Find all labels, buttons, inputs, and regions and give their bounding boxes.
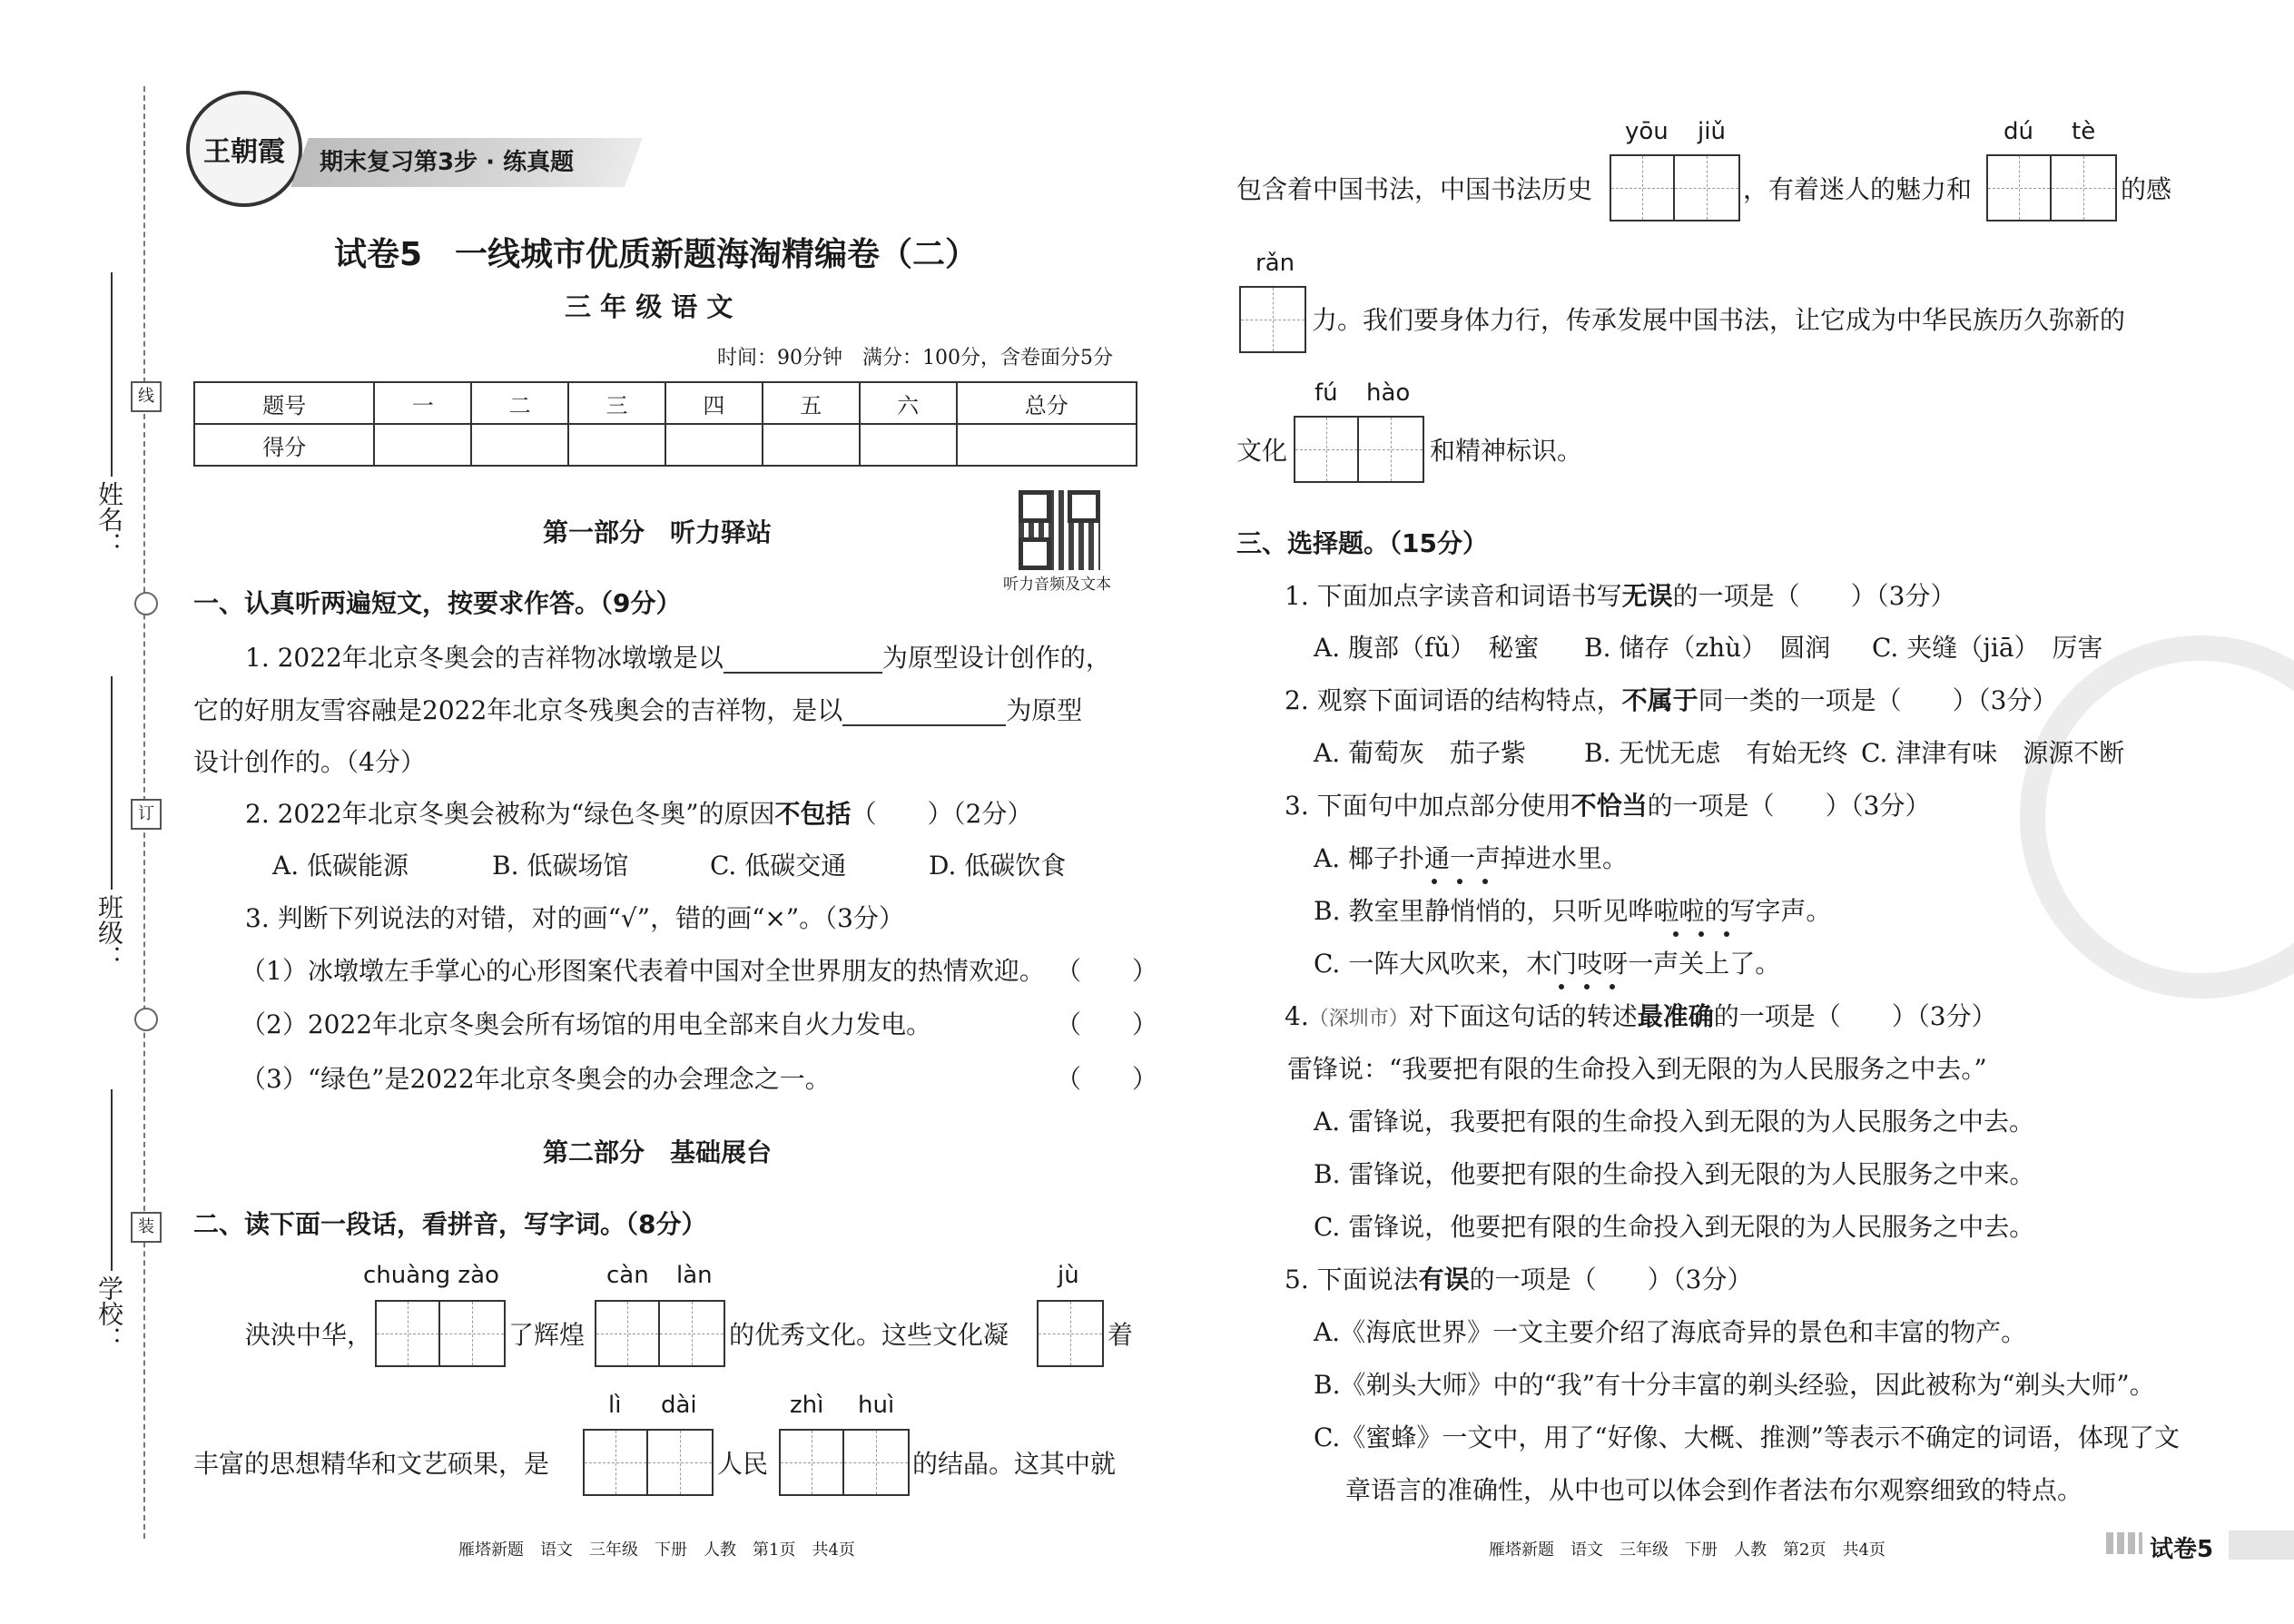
q1-2: [245, 799, 1032, 830]
q1-3-title: 3. 判断下列说法的对错，对的画“√”，错的画“×”。（3分）: [245, 903, 904, 933]
score-header: 题号: [194, 382, 374, 424]
score-cell[interactable]: [471, 424, 568, 466]
score-table: [193, 381, 1137, 467]
q3-4-text: 的一项是（ ）（3分）: [1713, 1001, 1997, 1031]
class-label: 班级：: [94, 894, 124, 970]
q3-4-emphasis: 最准确: [1637, 1001, 1714, 1031]
q3-2-option[interactable]: A. 葡萄灰 茄子紫: [1314, 738, 1527, 768]
q1-3-item: （2）2022年北京冬奥会所有场馆的用电全部来自火力发电。: [241, 1009, 932, 1039]
brand-name: 王朝霞: [203, 136, 285, 168]
q3-5: [1285, 1265, 1752, 1295]
q1-1-text: 它的好朋友雪容融是2022年北京冬残奥会的吉祥物，是以: [193, 695, 843, 725]
name-label: 姓名：: [94, 481, 124, 557]
judge-bracket[interactable]: （ ）: [1056, 1064, 1158, 1094]
pinyin: chuàng zào: [363, 1262, 499, 1289]
q3-2-option[interactable]: B. 无忧无虑 有始无终: [1584, 738, 1848, 768]
q3-2: [1285, 685, 2057, 716]
q3-4-text: 4.: [1285, 1001, 1309, 1031]
pinyin: dài: [661, 1392, 697, 1419]
emphasis-dot: [1698, 931, 1704, 937]
para-text: 力。我们要身体力行，传承发展中国书法，让它成为中华民族历久弥新的: [1312, 305, 2126, 335]
emphasis-dot: [1559, 984, 1564, 989]
score-header: 总分: [957, 382, 1137, 424]
name-field[interactable]: [111, 272, 113, 477]
q3-3-text: 3. 下面句中加点部分使用: [1285, 791, 1571, 821]
q3-4-option[interactable]: A. 雷锋说，我要把有限的生命投入到无限的为人民服务之中去。: [1314, 1107, 2035, 1137]
para-text: 人民: [717, 1449, 769, 1479]
class-field[interactable]: [111, 676, 113, 890]
score-row-label: 得分: [194, 424, 374, 466]
exam-title: 试卷5 一线城市优质新题海淘精编卷（二）: [334, 236, 979, 273]
judge-bracket[interactable]: （ ）: [1056, 956, 1158, 986]
write-grid[interactable]: [1986, 154, 2117, 221]
q3-5-option-cont: 章语言的准确性，从中也可以体会到作者法布尔观察细致的特点。: [1345, 1475, 2083, 1505]
score-cell[interactable]: [665, 424, 763, 466]
q3-2-option[interactable]: C. 津津有味 源源不断: [1861, 738, 2125, 768]
para-text: 着: [1108, 1320, 1134, 1350]
q3-1-text: 1. 下面加点字读音和词语书写: [1285, 581, 1622, 611]
q3-5-text: 的一项是（ ）（3分）: [1469, 1265, 1753, 1294]
score-header: 五: [763, 382, 860, 424]
score-header: 三: [568, 382, 665, 424]
emphasis-dot: [1482, 879, 1488, 884]
q1-2-text: 2. 2022年北京冬奥会被称为“绿色冬奥”的原因: [245, 799, 775, 829]
write-grid[interactable]: [1610, 154, 1740, 221]
para-text: 了辉煌: [508, 1320, 586, 1350]
q3-2-emphasis: 不属于: [1621, 685, 1698, 715]
pinyin: yōu: [1625, 118, 1669, 145]
seal-char: 线: [131, 381, 162, 412]
score-cell[interactable]: [860, 424, 957, 466]
punch-hole-icon: [134, 592, 158, 615]
para-text: 的结晶。这其中就: [912, 1449, 1117, 1479]
q1-1-text: 1. 2022年北京冬奥会的吉祥物冰墩墩是以: [245, 643, 724, 673]
q3-3-text: 的一项是（ ）（3分）: [1647, 791, 1931, 821]
footer-tab: [2229, 1530, 2294, 1560]
q3-1-option[interactable]: B. 储存（zhù） 圆润: [1584, 633, 1831, 663]
q1-3-item: （3）“绿色”是2022年北京冬奥会的办会理念之一。: [241, 1064, 831, 1094]
watermark-seal-icon: [2020, 635, 2294, 999]
para-text: 的感: [2121, 174, 2172, 204]
q3-3-option[interactable]: A. 椰子扑通一声掉进水里。: [1314, 843, 1629, 873]
q1-2-text: （ ）（2分）: [851, 799, 1033, 829]
para-text: 文化: [1236, 436, 1288, 466]
write-grid[interactable]: [1294, 416, 1424, 483]
score-header: 六: [860, 382, 957, 424]
footer-right: 雁塔新题 语文 三年级 下册 人教 第2页 共4页: [1489, 1540, 1885, 1560]
pinyin: dú: [2004, 118, 2033, 145]
write-grid[interactable]: [375, 1300, 506, 1367]
q3-title: 三、选择题。（15分）: [1236, 528, 1488, 558]
write-grid[interactable]: [595, 1300, 725, 1367]
score-cell[interactable]: [763, 424, 860, 466]
pinyin: huì: [858, 1392, 895, 1419]
emphasis-dot: [1724, 931, 1729, 937]
pinyin: rǎn: [1255, 250, 1295, 277]
qr-caption: 听力音频及文本: [1003, 576, 1111, 594]
q1-1-line1: [245, 643, 1111, 674]
emphasis-dot: [1457, 879, 1462, 884]
brand-logo: [186, 91, 302, 207]
seal-char: 装: [131, 1212, 162, 1243]
score-cell[interactable]: [957, 424, 1137, 466]
q2-title: 二、读下面一段话，看拼音，写字词。（8分）: [193, 1209, 707, 1239]
pinyin: jù: [1058, 1262, 1079, 1289]
footer-stripes: [2106, 1532, 2142, 1554]
q1-3-item: （1）冰墩墩左手掌心的心形图案代表着中国对全世界朋友的热情欢迎。: [241, 956, 1045, 986]
pinyin: hào: [1366, 379, 1411, 407]
seal-char: 订: [131, 799, 162, 830]
q3-4-quote: 雷锋说：“我要把有限的生命投入到无限的为人民服务之中去。”: [1287, 1054, 1987, 1084]
q1-2-emphasis: 不包括: [774, 799, 852, 829]
score-header: 一: [374, 382, 471, 424]
step-banner-text: 期末复习第3步 · 练真题: [320, 149, 575, 176]
q1-2-option[interactable]: C. 低碳交通: [710, 851, 847, 881]
q1-2-option[interactable]: B. 低碳场馆: [492, 851, 629, 881]
q1-1-line2: [193, 695, 1082, 726]
q1-2-option[interactable]: D. 低碳饮食: [929, 851, 1067, 881]
q3-2-text: 同一类的一项是（ ）（3分）: [1698, 685, 2058, 715]
judge-bracket[interactable]: （ ）: [1056, 1009, 1158, 1039]
q3-4-text: 对下面这句话的转述: [1408, 1001, 1638, 1031]
footer-tag: 试卷5: [2150, 1536, 2214, 1563]
para-text: 泱泱中华，: [245, 1320, 373, 1350]
q3-5-option[interactable]: B.《剃头大师》中的“我”有十分丰富的剃头经验，因此被称为“剃头大师”。: [1314, 1370, 2155, 1400]
write-grid[interactable]: [583, 1429, 714, 1496]
emphasis-dot: [1610, 984, 1615, 989]
para-text: 的优秀文化。这些文化凝: [729, 1320, 1009, 1350]
emphasis-dot: [1432, 879, 1437, 884]
score-header: 四: [665, 382, 763, 424]
exam-meta: 时间：90分钟 满分：100分，含卷面分5分: [717, 347, 1113, 369]
pinyin: jiǔ: [1698, 118, 1726, 145]
pinyin: fú: [1314, 379, 1338, 407]
score-cell[interactable]: [374, 424, 471, 466]
answer-blank[interactable]: [724, 646, 882, 674]
q3-4: [1285, 1001, 1997, 1032]
emphasis-dot: [1584, 984, 1590, 989]
write-grid[interactable]: [1239, 286, 1306, 353]
part1-title: 第一部分 听力驿站: [543, 517, 773, 547]
q3-5-option[interactable]: C.《蜜蜂》一文中，用了“好像、大概、推测”等表示不确定的词语，体现了文: [1314, 1422, 2180, 1452]
qr-code-icon[interactable]: [1019, 490, 1100, 570]
answer-blank[interactable]: [842, 699, 1006, 726]
pinyin: tè: [2072, 118, 2096, 145]
emphasis-dot: [1673, 931, 1679, 937]
q3-3-option[interactable]: C. 一阵大风吹来，木门吱呀一声关上了。: [1314, 949, 1781, 979]
q3-5-emphasis: 有误: [1418, 1265, 1470, 1294]
q1-title: 一、认真听两遍短文，按要求作答。（9分）: [193, 588, 682, 618]
score-header: 二: [471, 382, 568, 424]
school-label: 学校：: [94, 1275, 124, 1352]
school-field[interactable]: [111, 1089, 113, 1271]
para-text: 和精神标识。: [1430, 436, 1583, 466]
q3-1: [1285, 581, 1955, 612]
q3-5-text: 5. 下面说法: [1285, 1265, 1419, 1294]
score-cell[interactable]: [568, 424, 665, 466]
q1-1-text: 为原型设计创作的，: [881, 643, 1111, 673]
q3-3: [1285, 791, 1930, 822]
q3-4-option[interactable]: B. 雷锋说，他要把有限的生命投入到无限的为人民服务之中来。: [1314, 1159, 2035, 1189]
q3-5-option[interactable]: A.《海底世界》一文主要介绍了海底奇异的景色和丰富的物产。: [1314, 1317, 2027, 1347]
q3-2-text: 2. 观察下面词语的结构特点，: [1285, 685, 1622, 715]
q3-3-option[interactable]: B. 教室里静悄悄的，只听见哗啦啦的写字声。: [1314, 896, 1832, 926]
footer-left: 雁塔新题 语文 三年级 下册 人教 第1页 共4页: [458, 1540, 855, 1560]
q3-1-text: 的一项是（ ）（3分）: [1672, 581, 1956, 611]
q3-1-option[interactable]: A. 腹部（fǔ） 秘蜜: [1314, 633, 1540, 663]
para-text: 丰富的思想精华和文艺硕果，是: [193, 1449, 550, 1479]
write-grid[interactable]: [779, 1429, 910, 1496]
pinyin: làn: [676, 1262, 713, 1289]
q3-4-option[interactable]: C. 雷锋说，他要把有限的生命投入到无限的为人民服务之中去。: [1314, 1212, 2035, 1242]
region-tag: （深圳市）: [1308, 1008, 1409, 1030]
q3-3-emphasis: 不恰当: [1570, 791, 1648, 821]
q1-1-line3: 设计创作的。（4分）: [193, 747, 426, 777]
punch-hole-icon: [134, 1008, 158, 1031]
para-text: 包含着中国书法，中国书法历史: [1236, 174, 1593, 204]
q3-1-emphasis: 无误: [1621, 581, 1673, 611]
exam-subtitle: 三 年 级 语 文: [565, 291, 733, 322]
para-text: ，有着迷人的魅力和: [1743, 174, 1973, 204]
write-grid[interactable]: [1037, 1300, 1104, 1367]
pinyin: càn: [606, 1262, 649, 1289]
q3-1-option[interactable]: C. 夹缝（jiā） 厉害: [1872, 633, 2103, 663]
pinyin: lì: [608, 1392, 622, 1419]
part2-title: 第二部分 基础展台: [543, 1137, 773, 1167]
q1-2-option[interactable]: A. 低碳能源: [272, 851, 409, 881]
pinyin: zhì: [790, 1392, 824, 1419]
q1-1-text: 为原型: [1006, 695, 1083, 725]
